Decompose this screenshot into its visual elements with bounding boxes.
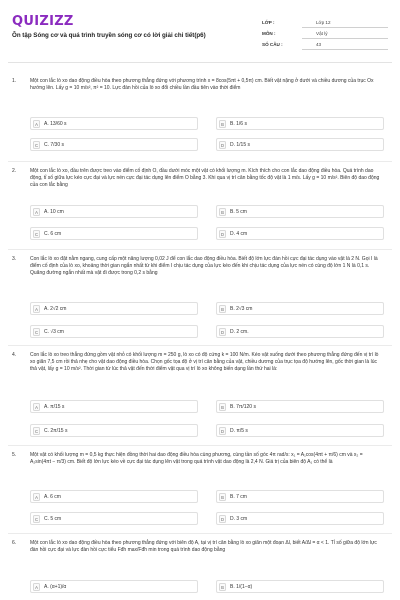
option-letter: D [220,429,225,434]
info-value: Lớp 12 [302,18,388,28]
option-value: B. 5 cm [230,208,247,215]
option-value: B. 1/6 s [230,120,247,127]
option-value: A. 6 cm [44,493,61,500]
info-label: MÔN : [262,31,276,36]
option-b[interactable] [216,580,384,593]
option-value: A. 2√2 cm [44,305,67,312]
option-d[interactable] [216,325,384,338]
option-letter: D [220,143,225,148]
option-a[interactable] [30,490,198,503]
header-divider [8,62,392,63]
question-separator [8,533,392,534]
info-label: SỐ CÂU : [262,42,283,47]
option-c[interactable] [30,227,198,240]
info-row-subject [262,28,388,39]
option-value: D. 3 cm [230,515,248,522]
option-value: A. π/15 s [44,403,65,410]
option-c[interactable] [30,138,198,151]
option-value: D. π/5 s [230,427,248,434]
option-letter: A [33,305,40,313]
option-a[interactable] [30,302,198,315]
question-text: Con lắc lò xo đặt nằm ngang, cung cấp một năng lượng 0,02 J để con lắc dao động điều hòa. Biết độ lớn lực đàn hồi cực đại tác dụng vào vật là 2 N. Gọi I là điểm cố định của lò xo, khoảng thời gian ngắn nhất từ khi điểm I chịu tác dụng của lực kéo đến khi chịu tác dụng của lực nén có cùng độ lớn 1 N là 0,1 s. Quãng đường ngắn nhất mà vật đi được trong 0,2 s bằng [30,256,378,276]
option-letter: B [219,493,226,501]
info-row-class [262,17,388,28]
question-number: 1. [12,78,17,84]
option-value: C. 2π/15 s [44,427,68,434]
option-value: A. 13/60 s [44,120,67,127]
option-d[interactable] [216,424,384,437]
question-text: Một con lắc lò xo dao động điều hòa theo phương thẳng đứng với biên độ A, tại vị trí cân bằng lò xo giãn một đoạn Δl, biết A/Δl = α < 1. Tỉ số giữa độ lớn lực đàn hồi cực đại và lực đàn hồi cực tiểu Fđh max/Fđh min trong quá trình dao động bằng [30,540,377,553]
option-letter: B [219,305,226,313]
option-a[interactable] [30,205,198,218]
option-b[interactable] [216,400,384,413]
option-letter: A [33,493,40,501]
question-text: Một vật có khối lượng m = 0,5 kg thực hiện đồng thời hai dao động điều hòa cùng phương, cùng tần số góc 4π rad/s: x₁ = A₁cos(4πt + π/6) cm và x₂ = A₂sin(4πt − π/3) cm. Biết độ lớn lực kéo về cực đại tác dụng lên vật trong quá trình vật dao động là 2,4 N. Giá trị của biên độ A₁ có thể là [30,452,363,465]
option-value: A. (α+1)/α [44,583,67,590]
question-separator [8,445,392,446]
option-value: C. 6 cm [44,230,62,237]
option-letter: C [34,330,39,335]
option-letter: A [33,583,40,591]
option-value: C. 5 cm [44,515,62,522]
option-letter: B [219,583,226,591]
option-b[interactable] [216,205,384,218]
option-value: B. 7 cm [230,493,247,500]
option-d[interactable] [216,512,384,525]
question-number: 2. [12,168,17,174]
question-text: Con lắc lò xo treo thẳng đứng gồm vật nhỏ có khối lượng m = 250 g, lò xo có độ cứng k = 100 N/m. Kéo vật xuống dưới theo phương thẳng đứng đến vị trí lò xo giãn 7,5 cm rồi thả nhẹ cho vật dao động điều hòa. Chọn gốc tọa độ ở vị trí cân bằng của vật, chiều dương của trục tọa độ hướng lên, gốc thời gian là lúc thả vật, lấy g = 10 m/s². Thời gian từ lúc thả vật đến thời điểm vật qua vị trí lò xo không biến dạng lần thứ hai là: [30,352,379,372]
option-letter: A [33,208,40,216]
option-value: B. 7π/120 s [230,403,256,410]
option-letter: A [33,403,40,411]
option-d[interactable] [216,138,384,151]
option-a[interactable] [30,580,198,593]
info-panel [262,17,388,50]
option-value: B. 2√3 cm [230,305,253,312]
info-label: LỚP : [262,20,275,25]
option-c[interactable] [30,512,198,525]
option-letter: C [34,143,39,148]
option-letter: D [220,517,225,522]
option-b[interactable] [216,490,384,503]
page-title: Ôn tập Sóng cơ và quá trình truyền sóng cơ có lời giải chi tiết(p6) [12,32,206,39]
option-letter: C [34,517,39,522]
option-value: B. 1/(1−α) [230,583,253,590]
option-c[interactable] [30,424,198,437]
question-separator [8,345,392,346]
option-b[interactable] [216,117,384,130]
question-separator [8,161,392,162]
option-value: A. 10 cm [44,208,64,215]
option-letter: B [219,208,226,216]
question-text: Một con lắc lò xo dao động điều hòa theo phương thẳng đứng với phương trình x = 8cos(5πt + 0,5π) cm. Biết vật nặng ở dưới và chiều dương của trục Ox hướng lên. Lấy g = 10 m/s², π² = 10. Lực đàn hồi của lò xo đổi chiều lần đầu tiên vào thời điểm [30,78,374,91]
question-separator [8,249,392,250]
question-number: 5. [12,452,17,458]
option-letter: D [220,330,225,335]
option-letter: A [33,120,40,128]
option-c[interactable] [30,325,198,338]
option-value: D. 4 cm [230,230,248,237]
option-value: D. 2 cm. [230,328,249,335]
question-text: Một con lắc lò xo, đầu trên được treo vào điểm cố định O, đầu dưới móc một vật có khối lượng m. Kích thích cho con lắc dao động điều hòa. Quá trình dao động, tỉ số giữa lực kéo cực đại và lực nén cực đại tác dụng lên điểm O bằng 3. Khi qua vị trí cân bằng tốc độ vật là 1 m/s. Lấy g = 10 m/s². Biên độ dao động của con lắc bằng [30,168,380,188]
option-letter: D [220,232,225,237]
option-a[interactable] [30,117,198,130]
option-d[interactable] [216,227,384,240]
info-row-count [262,39,388,50]
option-letter: C [34,429,39,434]
option-value: C. 7/30 s [44,141,65,148]
option-letter: C [34,232,39,237]
option-letter: B [219,403,226,411]
question-number: 4. [12,352,17,358]
option-value: D. 1/15 s [230,141,251,148]
info-value: Vật lý [302,29,388,39]
question-number: 3. [12,256,17,262]
option-value: C. √3 cm [44,328,64,335]
option-letter: B [219,120,226,128]
option-b[interactable] [216,302,384,315]
question-number: 6. [12,540,17,546]
option-a[interactable] [30,400,198,413]
quizizz-logo: QUIZIZZ [12,14,74,29]
info-value: 43 [302,40,388,50]
